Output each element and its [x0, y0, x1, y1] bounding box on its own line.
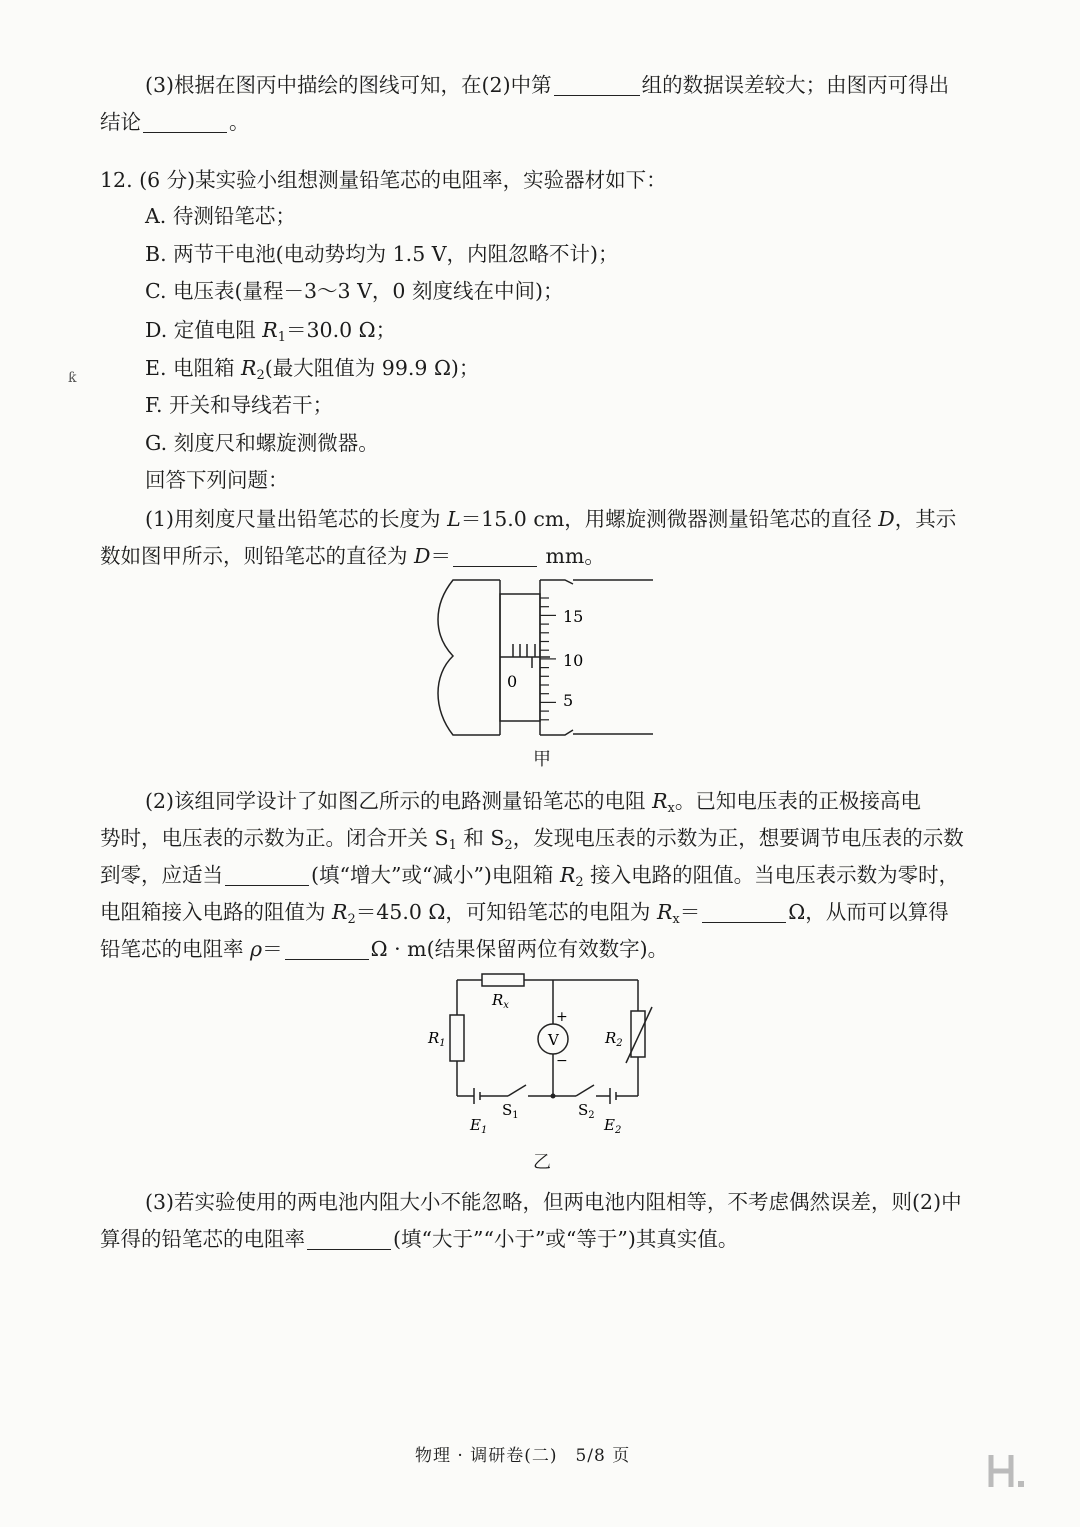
equipment-item-b: B. 两节干电池(电动势均为 1.5 V，内阻忽略不计)；	[145, 242, 619, 266]
watermark-logo	[985, 1452, 1030, 1490]
q12-part2-line2: 势时，电压表的示数为正。闭合开关 $S_1$ 和 $S_2$，发现电压表的示数为正，想要调节电压表的示数	[100, 826, 964, 853]
q12-part1-line1: (1)用刻度尺量出铅笔芯的长度为 L＝15.0 cm，用螺旋测微器测量铅笔芯的直径 D，其示	[145, 507, 957, 531]
label-r2: $R_2$	[605, 1029, 623, 1049]
answer-prompt: 回答下列问题：	[145, 468, 289, 492]
micrometer-figure	[425, 570, 665, 745]
resistance-blank[interactable]	[702, 900, 786, 923]
equipment-item-f: F. 开关和导线若干；	[145, 393, 334, 417]
r2-resistor-box	[631, 1011, 645, 1057]
margin-mark: ƙ	[68, 370, 77, 386]
diameter-blank[interactable]	[453, 544, 537, 567]
equipment-item-a: A. 待测铅笔芯；	[145, 204, 296, 228]
s2-switch	[576, 1085, 594, 1096]
q11-part3-line1: (3)根据在图丙中描绘的图线可知，在(2)中第 组的数据误差较大；由图丙可得出	[145, 73, 950, 97]
page-footer: 物理 · 调研卷(二) 5/8 页	[415, 1446, 631, 1466]
r1-resistor	[450, 1015, 464, 1061]
tick-label-15: 15	[563, 607, 584, 626]
thimble-scale	[540, 598, 556, 720]
q12-part1-line2: 数如图甲所示，则铅笔芯的直径为 D＝ mm。	[100, 544, 605, 568]
s1-switch	[508, 1085, 526, 1096]
q12-part2-line5: 铅笔芯的电阻率 ρ＝ Ω · m(结果保留两位有效数字)。	[100, 937, 669, 961]
tick-label-10: 10	[563, 651, 584, 670]
q12-part3-line2: 算得的铅笔芯的电阻率 (填“大于”“小于”或“等于”)其真实值。	[100, 1227, 739, 1251]
thimble-top	[540, 580, 573, 584]
q11-part3-line2: 结论 。	[100, 110, 250, 134]
tick-label-5: 5	[563, 691, 574, 710]
label-r1: $R_1$	[428, 1029, 446, 1049]
q12-part2-line3: 到零，应适当 (填“增大”或“减小”)电阻箱 $R_2$ 接入电路的阻值。当电压表示数为零时，	[100, 863, 960, 890]
figure-caption-jia: 甲	[533, 749, 551, 770]
label-e2: $E_2$	[604, 1116, 622, 1136]
answer-blank[interactable]	[554, 73, 640, 96]
anvil-outline	[438, 580, 500, 735]
answer-blank[interactable]	[143, 110, 227, 133]
circuit-figure	[420, 965, 670, 1140]
q12-part3-line1: (3)若实验使用的两电池内阻大小不能忽略，但两电池内阻相等，不考虑偶然误差，则(2)中	[145, 1190, 962, 1214]
adjust-blank[interactable]	[225, 863, 309, 886]
equipment-item-d: D. 定值电阻 $R_1=30.0$ Ω；	[145, 318, 397, 345]
label-v: V	[548, 1031, 559, 1049]
r2-arrow	[626, 1007, 652, 1063]
thimble-bottom	[540, 730, 573, 735]
figure-caption-yi: 乙	[533, 1152, 551, 1173]
equipment-item-g: G. 刻度尺和螺旋测微器。	[145, 431, 379, 455]
rx-resistor	[482, 974, 524, 986]
q12-part2-line1: (2)该组同学设计了如图乙所示的电路测量铅笔芯的电阻 $R_x$。已知电压表的正极接高电	[145, 789, 921, 816]
main-scale-zero: 0	[507, 672, 518, 691]
label-e1: $E_1$	[470, 1116, 488, 1136]
q12-header: 12. (6 分)某实验小组想测量铅笔芯的电阻率，实验器材如下：	[100, 168, 667, 192]
equipment-item-e: E. 电阻箱 $R_2$(最大阻值为 99.9 Ω)；	[145, 356, 480, 383]
resistivity-blank[interactable]	[285, 937, 369, 960]
label-s1: $S_1$	[502, 1101, 519, 1121]
comparison-blank[interactable]	[307, 1227, 391, 1250]
q12-part2-line4: 电阻箱接入电路的阻值为 $R_2=45.0$ Ω，可知铅笔芯的电阻为 $R_x= \Omega$，从而可以算得	[100, 900, 949, 927]
label-minus: −	[556, 1053, 568, 1069]
label-plus: +	[556, 1009, 568, 1025]
label-s2: $S_2$	[578, 1101, 595, 1121]
label-rx: $R_x$	[492, 991, 509, 1011]
equipment-item-c: C. 电压表(量程－3～3 V，0 刻度线在中间)；	[145, 279, 564, 303]
